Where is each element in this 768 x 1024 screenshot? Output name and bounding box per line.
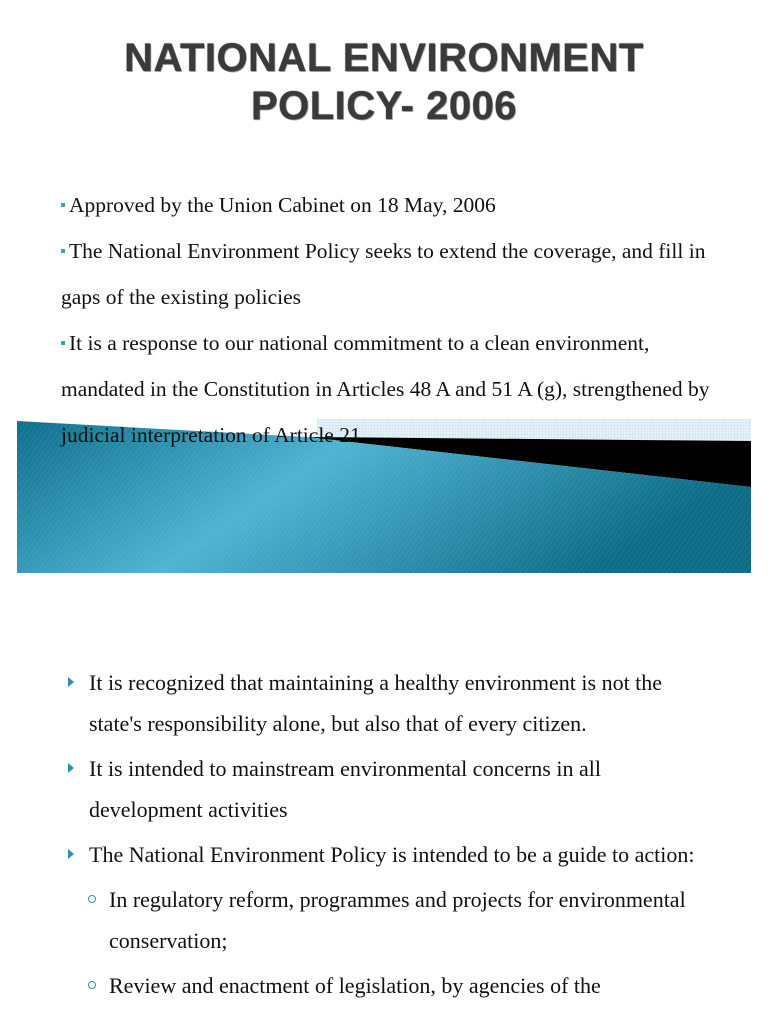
section2-sub-bullet-text: Review and enactment of legislation, by agencies of the [109, 973, 601, 998]
section1-bullet-text: The National Environment Policy seeks to extend the coverage, and fill in gaps of the existing policies [61, 239, 706, 309]
section1-list [0, 182, 768, 458]
section2-bullet [0, 834, 768, 875]
section2-sub-bullet [0, 879, 768, 961]
section1-bullet-text: It is a response to our national commitment to a clean environment, mandated in the Constitution in Articles 48 A and 51 A (g), strengthened by judicial interpretation of Article 21 [61, 331, 710, 447]
section2-list [0, 662, 768, 1010]
section2-bullet-text: It is recognized that maintaining a healthy environment is not the state's responsibility alone, but also that of every citizen. [89, 670, 663, 736]
section2-bullet-text: It is intended to mainstream environmental concerns in all development activities [89, 756, 601, 822]
triangle-bullet-icon [68, 849, 74, 859]
ring-bullet-icon [88, 981, 96, 989]
square-bullet-icon [61, 249, 65, 253]
triangle-bullet-icon [68, 763, 74, 773]
section2-bullet-text: The National Environment Policy is intended to be a guide to action: [89, 842, 695, 867]
slide-title-line2: POLICY- 2006 [250, 84, 518, 128]
square-bullet-icon [61, 203, 65, 207]
square-bullet-icon [61, 341, 65, 345]
section1-bullet [0, 320, 768, 458]
section2-sub-bullet-text: In regulatory reform, programmes and projects for environmental conservation; [109, 887, 686, 953]
section2-bullet [0, 662, 768, 744]
section1-bullet [0, 228, 768, 320]
section1-bullet [0, 182, 768, 228]
section2-bullet [0, 748, 768, 830]
section1-bullet-text: Approved by the Union Cabinet on 18 May, 2006 [69, 193, 496, 217]
triangle-bullet-icon [68, 677, 74, 687]
section2-sub-bullet [0, 965, 768, 1006]
slide-title [0, 34, 768, 130]
slide-title-line1: NATIONAL ENVIRONMENT [124, 36, 644, 80]
ring-bullet-icon [88, 895, 96, 903]
